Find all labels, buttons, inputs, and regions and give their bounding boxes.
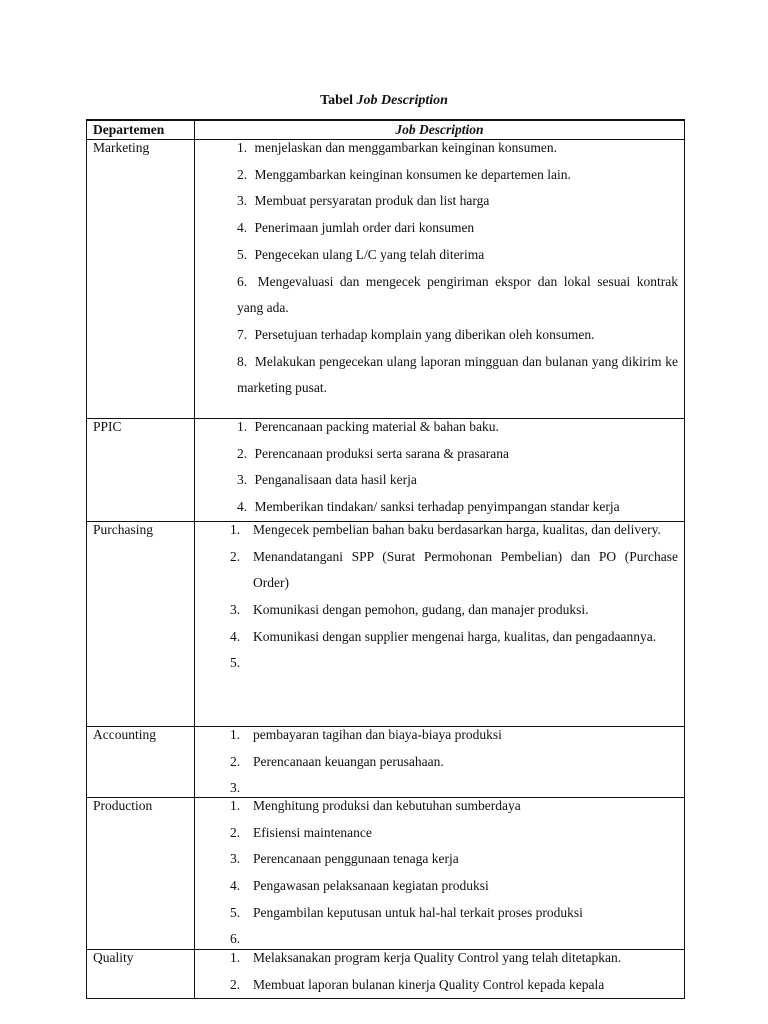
item-number: 2. — [230, 753, 241, 769]
item-number: 4. — [237, 499, 248, 515]
item-number: 6. — [230, 931, 241, 947]
item-number: 6. — [237, 273, 248, 289]
item-text: menjelaskan dan menggambarkan keinginan konsumen. — [254, 140, 558, 155]
item-number: 2. — [230, 824, 241, 840]
job-item — [201, 242, 678, 269]
job-item — [201, 793, 678, 820]
caption-emphasis: Job Description — [356, 93, 448, 108]
job-list-cell — [195, 140, 685, 419]
item-number: 4. — [230, 628, 241, 644]
item-number: 2. — [230, 548, 241, 564]
table-row-ppic — [87, 419, 685, 522]
item-text: Perencanaan produksi serta sarana & prasarana — [254, 445, 510, 461]
item-text: Mengevaluasi dan mengecek pengiriman ekspor dan lokal sesuai kontrak yang ada. — [237, 273, 678, 316]
item-text: Memberikan tindakan/ sanksi terhadap penyimpangan standar kerja — [254, 499, 620, 515]
caption-prefix: Tabel — [320, 93, 354, 108]
item-text: Pengecekan ulang L/C yang telah diterima — [254, 246, 485, 262]
item-number: 2. — [237, 445, 248, 461]
item-text: Menandatangani SPP (Surat Permohonan Pembelian) dan PO (Purchase Order) — [253, 548, 678, 591]
job-item — [201, 820, 678, 847]
job-item — [201, 215, 678, 242]
job-item — [201, 467, 678, 494]
job-item — [201, 972, 678, 999]
item-text: Pengambilan keputusan untuk hal-hal terkait proses produksi — [253, 904, 583, 920]
item-number: 3. — [230, 851, 241, 867]
item-text: Menghitung produksi dan kebutuhan sumberdaya — [253, 797, 521, 813]
item-text: Komunikasi dengan supplier mengenai harga, kualitas, dan pengadaannya. — [253, 628, 657, 644]
job-item — [201, 544, 678, 597]
item-number: 1. — [237, 419, 248, 434]
job-list-cell — [195, 726, 685, 797]
job-list — [201, 517, 678, 671]
job-list-cell — [195, 419, 685, 522]
item-number: 3. — [230, 780, 241, 796]
department-cell: Accounting — [87, 726, 195, 797]
job-item — [201, 441, 678, 468]
department-cell: Marketing — [87, 140, 195, 419]
table-row-quality — [87, 949, 685, 998]
item-text: Membuat persyaratan produk dan list harga — [254, 193, 490, 209]
job-item — [201, 846, 678, 873]
job-list — [201, 414, 678, 521]
item-text: pembayaran tagihan dan biaya-biaya produksi — [253, 726, 502, 742]
item-number: 2. — [237, 166, 248, 182]
job-item — [201, 322, 678, 349]
item-number: 1. — [237, 140, 248, 155]
job-list-cell — [195, 521, 685, 726]
department-cell: Quality — [87, 949, 195, 998]
job-item — [201, 162, 678, 189]
job-item — [201, 349, 678, 402]
item-text: Perencanaan keuangan perusahaan. — [253, 753, 444, 769]
job-item — [201, 873, 678, 900]
item-number: 5. — [230, 655, 241, 671]
item-text: Komunikasi dengan pemohon, gudang, dan manajer produksi. — [253, 601, 589, 617]
item-number: 1. — [230, 797, 241, 813]
table-caption — [0, 93, 768, 109]
item-number: 3. — [237, 472, 248, 488]
job-item — [201, 269, 678, 322]
job-item — [201, 749, 678, 776]
item-number: 5. — [230, 904, 241, 920]
item-number: 4. — [230, 877, 241, 893]
item-number: 1. — [230, 726, 241, 742]
job-list — [201, 949, 678, 998]
item-text: Perencanaan penggunaan tenaga kerja — [253, 851, 459, 867]
item-number: 2. — [230, 976, 241, 992]
job-item — [201, 517, 678, 544]
item-text: Penganalisaan data hasil kerja — [254, 472, 417, 488]
job-item — [201, 414, 678, 441]
item-number: 1. — [230, 521, 241, 537]
department-cell: Purchasing — [87, 521, 195, 726]
job-list-cell — [195, 797, 685, 949]
job-list — [201, 722, 678, 796]
job-item — [201, 722, 678, 749]
item-number: 4. — [237, 220, 248, 236]
job-item — [201, 188, 678, 215]
item-number: 1. — [230, 949, 241, 965]
job-list — [201, 135, 678, 402]
item-text: Perencanaan packing material & bahan baku. — [254, 419, 499, 434]
job-list-cell — [195, 949, 685, 998]
item-text: Membuat laporan bulanan kinerja Quality Control kepada kepala — [253, 976, 605, 992]
department-cell: PPIC — [87, 419, 195, 522]
job-description-table — [86, 119, 685, 999]
item-text: Penerimaan jumlah order dari konsumen — [254, 220, 475, 236]
department-cell: Production — [87, 797, 195, 949]
table-row-accounting — [87, 726, 685, 797]
item-number: 8. — [237, 353, 248, 369]
header-department: Departemen — [87, 120, 195, 140]
item-text: Pengawasan pelaksanaan kegiatan produksi — [253, 877, 489, 893]
item-number: 5. — [237, 246, 248, 262]
item-number: 3. — [237, 193, 248, 209]
item-text: Menggambarkan keinginan konsumen ke departemen lain. — [254, 166, 571, 182]
item-number: 3. — [230, 601, 241, 617]
item-text: Melakukan pengecekan ulang laporan mingguan dan bulanan yang dikirim ke marketing pusat. — [237, 353, 678, 396]
job-item — [201, 624, 678, 651]
table-row-production — [87, 797, 685, 949]
job-item — [201, 900, 678, 927]
table-row-purchasing — [87, 521, 685, 726]
item-text: Persetujuan terhadap komplain yang diberikan oleh konsumen. — [254, 326, 595, 342]
header-job-description: Job Description — [195, 120, 685, 140]
job-item — [201, 949, 678, 971]
item-text: Efisiensi maintenance — [253, 824, 372, 840]
item-text: Melaksanakan program kerja Quality Control yang telah ditetapkan. — [253, 949, 622, 965]
job-item — [201, 135, 678, 162]
item-number: 7. — [237, 326, 248, 342]
item-text: Mengecek pembelian bahan baku berdasarkan harga, kualitas, dan delivery. — [253, 521, 661, 537]
job-list — [201, 793, 678, 947]
job-item — [201, 597, 678, 624]
table-row-marketing — [87, 140, 685, 419]
